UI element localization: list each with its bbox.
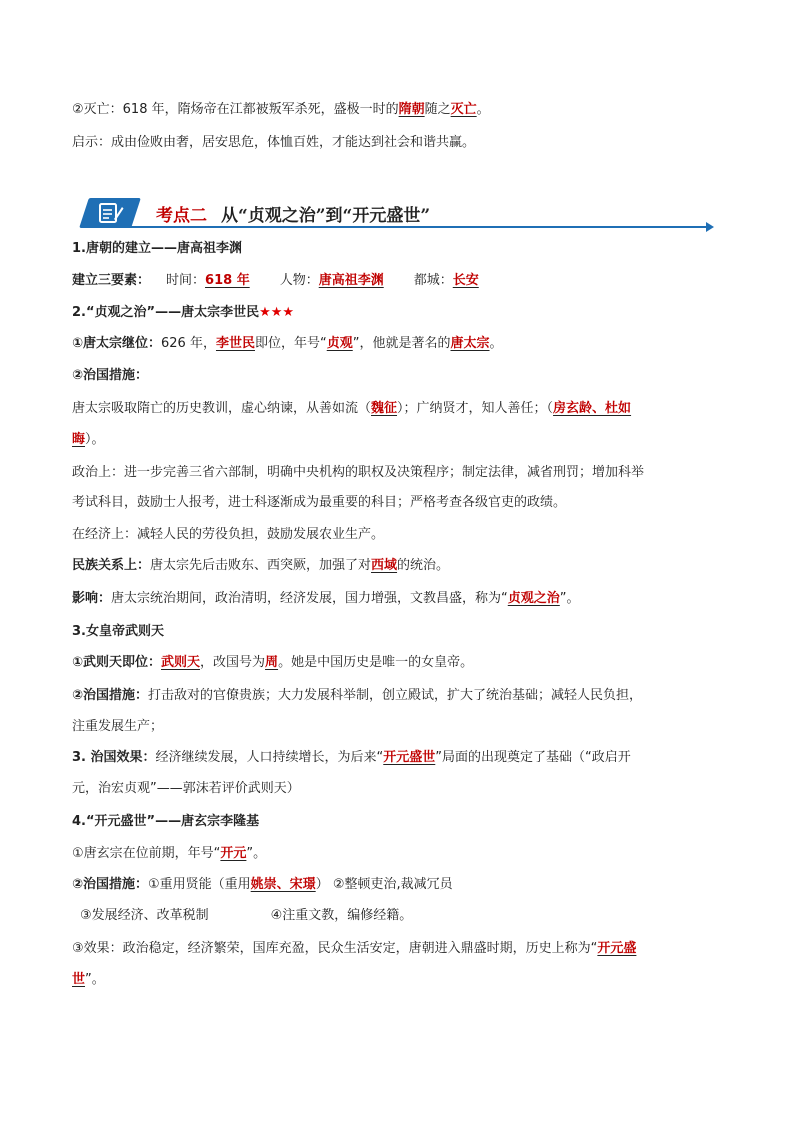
heading-wu-zetian: 3.女皇帝武则天 [72, 624, 164, 639]
label: ②治国措施： [72, 688, 149, 703]
section-title [156, 201, 430, 226]
xuanzong-effect-line-2 [72, 971, 105, 989]
section-heading [84, 195, 710, 233]
ethnic-line [72, 557, 449, 575]
text: 唐太宗吸取隋亡的历史教训，虚心纳谏，从善如流（ [72, 401, 372, 416]
economy-line: 在经济上：减轻人民的劳役负担，鼓励发展农业生产。 [72, 527, 385, 542]
fall-of-sui-line [72, 101, 490, 119]
label: ①唐太宗继位： [72, 336, 162, 351]
answer-capital: 长安 [452, 273, 479, 288]
answer-title: 唐太宗 [450, 336, 490, 351]
answer-person: 唐高祖李渊 [318, 273, 384, 288]
xuanzong-measures-line-1 [72, 876, 453, 894]
text: ”。 [85, 972, 105, 987]
answer-fall: 灭亡 [450, 102, 477, 117]
text: ，改国号为 [200, 655, 266, 670]
lesson-line: 启示：成由俭败由奢，居安思危，体恤百姓，才能达到社会和谐共赢。 [72, 135, 476, 150]
text: ”局面的出现奠定了基础（“政启开 [435, 750, 631, 765]
three-elements-line [72, 272, 479, 290]
answer-kaiyuan-sheng: 开元盛 [597, 941, 637, 956]
label: 都城： [413, 273, 453, 288]
answer-fang-du: 房玄龄、杜如 [553, 401, 632, 416]
label: 民族关系上： [72, 558, 151, 573]
text: 随之 [424, 102, 451, 117]
text: ）。 [85, 432, 105, 447]
wu-measures-line-2: 注重发展生产； [72, 719, 164, 734]
text: 626 年， [161, 336, 216, 351]
heading-kaiyuan: 4.“开元盛世”——唐玄宗李隆基 [72, 814, 260, 829]
answer-wu: 武则天 [161, 655, 201, 670]
text: 打击敌对的官僚贵族；大力发展科举制，创立殿试，扩大了统治基础；减轻人民负担， [148, 688, 643, 703]
text: ”。 [559, 591, 580, 606]
text: 。她是中国历史是唯一的女皇帝。 [278, 655, 474, 670]
text: ）；广纳贤才，知人善任；（ [397, 401, 554, 416]
answer-name: 李世民 [215, 336, 255, 351]
wu-effect-line-2: 元，治宏贞观”——郭沫若评价武则天） [72, 781, 300, 796]
wu-measures-line-1 [72, 687, 642, 705]
text: ③效果：政治稳定，经济繁荣，国库充盈，民众生活安定，唐朝进入鼎盛时期，历史上称为“ [72, 941, 598, 956]
politics-line-2: 考试科目，鼓励士人报考，进士科逐渐成为最重要的科目；严格考查各级官吏的政绩。 [72, 495, 567, 510]
label: ②治国措施： [72, 877, 149, 892]
heading-tang-founding: 1.唐朝的建立——唐高祖李渊 [72, 241, 242, 256]
label: 时间： [166, 273, 206, 288]
answer-kaiyuan: 开元盛世 [383, 750, 436, 765]
answer-sui-dynasty: 隋朝 [398, 102, 425, 117]
text: ③发展经济、改革税制 [80, 908, 209, 923]
heading-rule [84, 226, 710, 228]
section-title-text: 从“贞观之治”到“开元盛世” [221, 206, 431, 226]
answer-region: 西域 [371, 558, 398, 573]
xuanzong-effect-line-1 [72, 940, 636, 958]
answer-shi: 世 [72, 972, 86, 987]
text: ①唐玄宗在位前期，年号“ [72, 846, 221, 861]
impact-line [72, 590, 580, 608]
text: ④注重文教，编修经籍。 [270, 908, 413, 923]
answer-zhou: 周 [265, 655, 279, 670]
wu-accession-line [72, 654, 473, 672]
taizong-accession-line [72, 335, 503, 353]
star-rating: ★★★ [259, 305, 295, 320]
text: 唐太宗先后击败东、西突厥，加强了对 [150, 558, 372, 573]
text: 的统治。 [397, 558, 450, 573]
text: 唐太宗统治期间，政治清明，经济发展，国力增强，文教昌盛，称为“ [111, 591, 508, 606]
answer-hui: 晦 [72, 432, 86, 447]
notebook-pencil-icon [96, 201, 124, 225]
section-label: 考点二 [156, 206, 207, 226]
measures-line-2 [72, 431, 105, 449]
text: ”。 [246, 846, 267, 861]
xuanzong-measures-line-2 [80, 907, 412, 925]
text: ①重用贤能（重用 [148, 877, 251, 892]
answer-weizheng: 魏征 [371, 401, 398, 416]
label: 影响： [72, 591, 112, 606]
heading-text: 2.“贞观之治”——唐太宗李世民 [72, 305, 260, 320]
label: ①武则天即位： [72, 655, 162, 670]
label: 建立三要素： [72, 273, 151, 288]
label: 人物： [279, 273, 319, 288]
answer-time: 618 年 [205, 273, 250, 288]
answer-zhenguan: 贞观之治 [507, 591, 560, 606]
text: ”，他就是著名的 [352, 336, 451, 351]
heading-zhenguan [72, 304, 294, 322]
xuanzong-early-line [72, 845, 266, 863]
answer-ministers: 姚崇、宋璟 [250, 877, 316, 892]
text: 经济继续发展，人口持续增长，为后来“ [155, 750, 384, 765]
answer-kaiyuan-era: 开元 [220, 846, 247, 861]
measures-line-1 [72, 400, 631, 418]
heading-arrow [706, 222, 714, 232]
text: 即位，年号“ [254, 336, 327, 351]
wu-effect-line-1 [72, 749, 631, 767]
label: 3. 治国效果： [72, 750, 156, 765]
answer-era: 贞观 [326, 336, 353, 351]
text: 。 [489, 336, 503, 351]
text: ） ②整顿吏治,裁减冗员 [315, 877, 453, 892]
measures-label: ②治国措施： [72, 368, 149, 383]
text: 。 [476, 102, 490, 117]
text: ②灭亡：618 年，隋炀帝在江都被叛军杀死，盛极一时的 [72, 102, 399, 117]
politics-line-1: 政治上：进一步完善三省六部制，明确中央机构的职权及决策程序；制定法律，减省刑罚；增加科举 [72, 465, 645, 480]
